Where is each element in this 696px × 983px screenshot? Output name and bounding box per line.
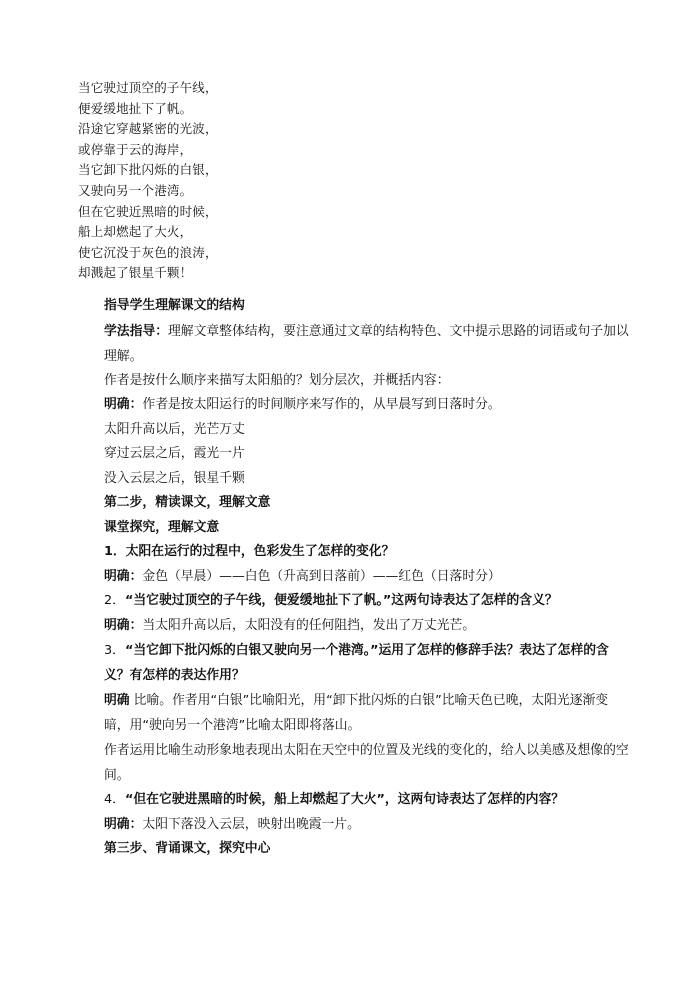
question-3: [78, 638, 630, 688]
question-2-text: “当它驶过顶空的子午线，便爱缓地扯下了帆。”这两句诗表达了怎样的含义？: [124, 593, 558, 608]
answer-3-label: 明确: [104, 693, 130, 708]
structure-question: 作者是按什么顺序来描写太阳船的？划分层次，并概括内容：: [104, 372, 450, 388]
structure-answer: [78, 393, 630, 418]
method-guide: [78, 319, 630, 369]
answer-4-text: 太阳下落没入云层，映射出晚霞一片。: [142, 816, 360, 832]
poem-line: 使它沉没于灰色的浪涛，: [78, 244, 218, 260]
answer-2-text: 当太阳升高以后，太阳没有的任何阻挡，发出了万丈光芒。: [142, 617, 476, 633]
question-3-text: “当它卸下批闪烁的白银又驶向另一个港湾。”运用了怎样的修辞手法？表达了怎样的含义？有怎样的表达作用？: [104, 643, 609, 683]
poem-line: 又驶向另一个港湾。: [78, 182, 193, 198]
poem-line: 但在它驶近黑暗的时候，: [78, 203, 218, 219]
answer-3-extra: 作者运用比喻生动形象地表现出太阳在天空中的位置及光线的变化的，给人以美感及想像的空间。: [104, 743, 629, 783]
step2-title: 第二步，精读课文，理解文意: [104, 495, 271, 510]
poem-line: 便爱缓地扯下了帆。: [78, 100, 193, 116]
method-text: 理解文章整体结构，要注意通过文章的结构特色、文中提示思路的词语或句子加以理解。: [104, 323, 629, 364]
question-2-number: 2．: [104, 593, 125, 608]
question-4-number: 4．: [104, 792, 125, 807]
question-2: [78, 589, 630, 614]
answer-1-label: 明确：: [104, 568, 143, 584]
poem-line: 当它驶过顶空的子午线，: [78, 80, 218, 95]
answer-2-label: 明确：: [104, 617, 143, 633]
layer-item: 太阳升高以后，光芒万丈: [104, 421, 245, 437]
section-heading: 指导学生理解课文的结构: [104, 298, 245, 313]
question-3-number: 3．: [104, 643, 125, 658]
answer-3-text: 比喻。作者用“白银”比喻阳光，用“卸下批闪烁的白银”比喻天色已晚，太阳光逐渐变暗，用“驶向另一个港湾”比喻太阳即将落山。: [104, 693, 609, 733]
answer-4-label: 明确：: [104, 816, 143, 832]
answer-text: 作者是按太阳运行的时间顺序来写作的，从早晨写到日落时分。: [142, 397, 501, 412]
layer-item: 没入云层之后，银星千颗: [104, 470, 245, 486]
method-label: 学法指导：: [104, 323, 168, 339]
poem-line: 船上却燃起了大火，: [78, 224, 193, 240]
layer-item: 穿过云层之后，霞光一片: [104, 446, 245, 461]
question-4-text: “但在它驶进黑暗的时候，船上却燃起了大火”，这两句诗表达了怎样的内容？: [124, 792, 565, 807]
poem-line: 当它卸下批闪烁的白银，: [78, 162, 218, 178]
poem-block: [78, 78, 358, 284]
answer-1-text: 金色（早晨）——白色（升高到日落前）——红色（日落时分）: [142, 568, 501, 584]
poem-line: 或停靠于云的海岸，: [78, 141, 193, 157]
answer-1: [78, 565, 630, 590]
question-4: [78, 788, 630, 813]
step2-subtitle: 课堂探究，理解文意: [104, 519, 220, 535]
lesson-content: [78, 294, 630, 862]
answer-4: [78, 813, 630, 838]
poem-line: 沿途它穿越紧密的光波，: [78, 121, 218, 137]
answer-2: [78, 614, 630, 639]
poem-line: 却溅起了银星千颗！: [78, 265, 193, 281]
step3-title: 第三步、背诵课文，探究中心: [104, 841, 271, 856]
question-1: 1．太阳在运行的过程中，色彩发生了怎样的变化？: [104, 544, 395, 559]
answer-3: [78, 688, 630, 738]
answer-label: 明确：: [104, 397, 143, 412]
